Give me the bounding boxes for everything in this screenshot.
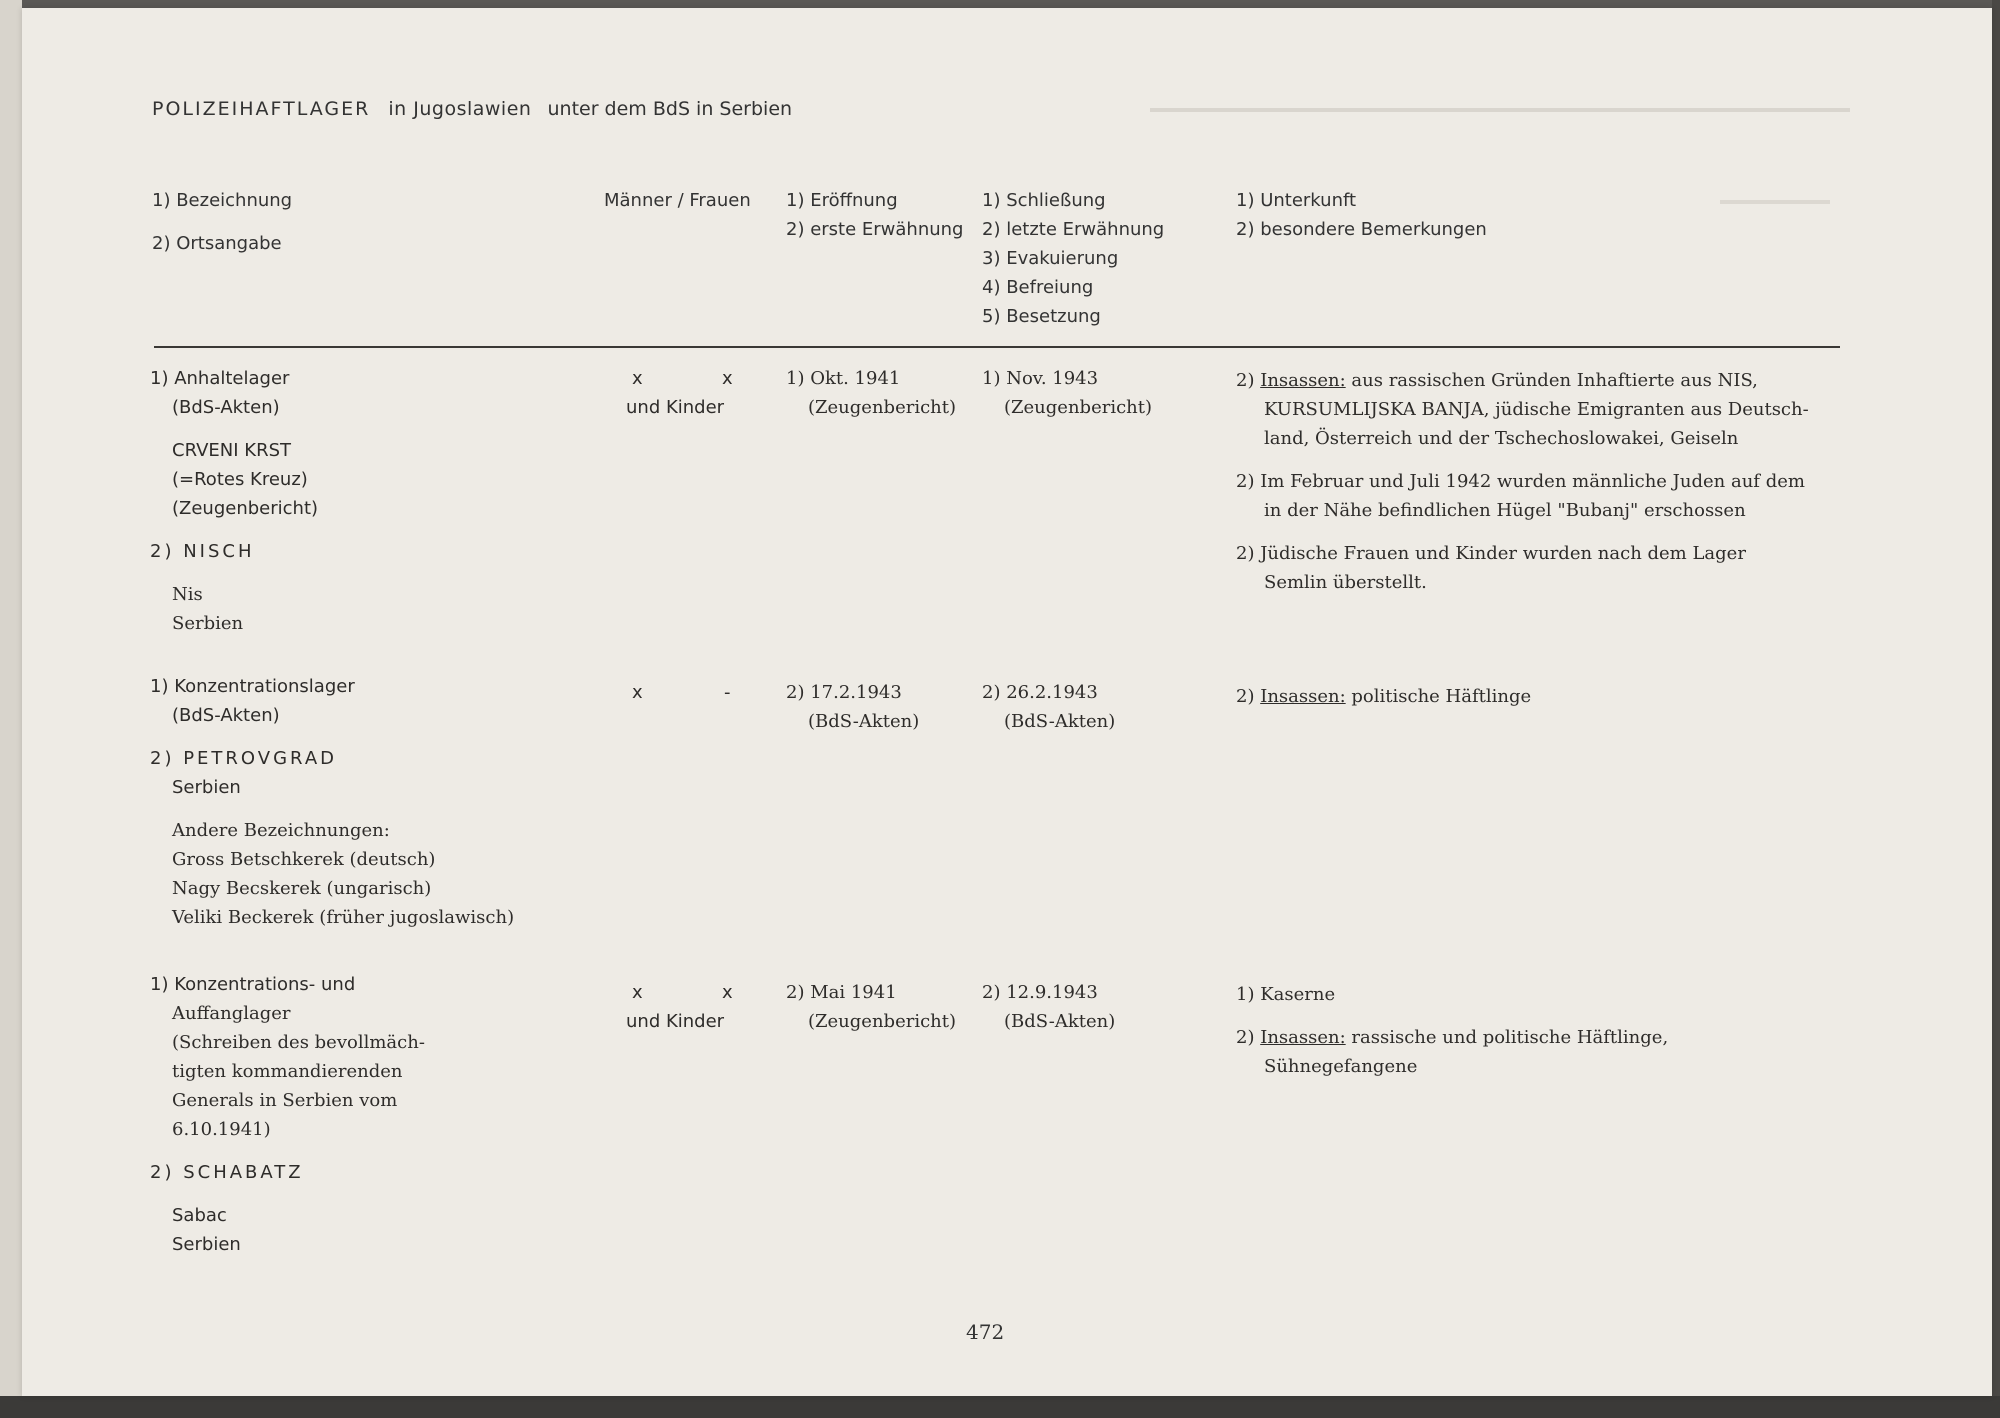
entry-other-names-title: Andere Bezeichnungen: bbox=[172, 820, 390, 841]
header-rule bbox=[154, 346, 1840, 348]
entry-open-line: 1) Okt. 1941 bbox=[786, 368, 901, 389]
remark-line: 2) Insassen: rassische und politische Häftlinge, bbox=[1236, 1027, 1669, 1048]
header-opening: 1) Eröffnung bbox=[786, 190, 898, 211]
header-location: 2) Ortsangabe bbox=[152, 233, 282, 254]
remark-line: 2) Im Februar und Juli 1942 wurden männliche Juden auf dem bbox=[1236, 471, 1805, 492]
page-number: 472 bbox=[966, 1320, 1005, 1344]
entry-1-men: x bbox=[632, 368, 643, 389]
entry-place-line: Serbien bbox=[172, 777, 241, 798]
scan-edge-bottom bbox=[0, 1396, 2000, 1418]
scan-edge-left bbox=[0, 0, 22, 1418]
entry-1-designation bbox=[150, 364, 318, 638]
entry-open-line: (BdS-Akten) bbox=[808, 711, 920, 732]
header-col-gender bbox=[604, 186, 751, 215]
entry-place-line: Nis bbox=[172, 584, 203, 605]
remark-line: KURSUMLIJSKA BANJA, jüdische Emigranten aus Deutsch- bbox=[1264, 399, 1809, 420]
entry-open-line: (Zeugenbericht) bbox=[808, 1011, 957, 1032]
entry-name-line: Generals in Serbien vom bbox=[172, 1090, 398, 1111]
entry-name-line: 6.10.1941) bbox=[172, 1119, 271, 1140]
title-mid: in Jugoslawien bbox=[388, 98, 532, 120]
entry-3-women: x bbox=[722, 982, 733, 1003]
remark-line: 2) Insassen: aus rassischen Gründen Inhaftierte aus NIS, bbox=[1236, 370, 1758, 391]
entry-name-line: 1) Anhaltelager bbox=[150, 368, 290, 389]
entry-2-closing bbox=[982, 678, 1115, 736]
header-last-mention: 2) letzte Erwähnung bbox=[982, 219, 1165, 240]
remark-line: 1) Kaserne bbox=[1236, 984, 1336, 1005]
entry-close-line: (BdS-Akten) bbox=[1004, 711, 1116, 732]
entry-1-opening bbox=[786, 364, 956, 422]
bleed-through-mark bbox=[1150, 108, 1850, 112]
entry-place-label: 2) PETROVGRAD bbox=[150, 748, 337, 769]
entry-close-line: (BdS-Akten) bbox=[1004, 1011, 1116, 1032]
remark-line: 2) Jüdische Frauen und Kinder wurden nach dem Lager bbox=[1236, 543, 1746, 564]
entry-name-line: 1) Konzentrations- und bbox=[150, 974, 356, 995]
scan-edge-right bbox=[1992, 0, 2000, 1418]
entry-2-designation bbox=[150, 672, 514, 932]
entry-2-remarks bbox=[1236, 682, 1531, 711]
header-accommodation: 1) Unterkunft bbox=[1236, 190, 1357, 211]
scan-edge-top bbox=[0, 0, 2000, 8]
entry-open-line: 2) 17.2.1943 bbox=[786, 682, 902, 703]
entry-2-women: - bbox=[724, 682, 731, 703]
entry-place-line: Serbien bbox=[172, 613, 244, 634]
entry-3-designation bbox=[150, 970, 425, 1259]
entry-name-line: (Schreiben des bevollmäch- bbox=[172, 1032, 425, 1053]
entry-other-name: Gross Betschkerek (deutsch) bbox=[172, 849, 436, 870]
entry-name-line: (BdS-Akten) bbox=[172, 397, 280, 418]
header-liberation: 4) Befreiung bbox=[982, 277, 1094, 298]
page-title bbox=[152, 98, 792, 120]
entry-name-line: 1) Konzentrationslager bbox=[150, 676, 355, 697]
title-sub: unter dem BdS in Serbien bbox=[547, 98, 793, 120]
header-remarks: 2) besondere Bemerkungen bbox=[1236, 219, 1487, 240]
entry-name-line: tigten kommandierenden bbox=[172, 1061, 403, 1082]
entry-open-line: 2) Mai 1941 bbox=[786, 982, 897, 1003]
remark-line: in der Nähe befindlichen Hügel "Bubanj" erschossen bbox=[1264, 500, 1746, 521]
entry-close-line: (Zeugenbericht) bbox=[1004, 397, 1153, 418]
header-col-opening bbox=[786, 186, 964, 244]
header-col-closing bbox=[982, 186, 1164, 331]
remark-line: Sühnegefangene bbox=[1264, 1056, 1418, 1077]
entry-alt-line: CRVENI KRST bbox=[172, 440, 292, 461]
header-closing: 1) Schließung bbox=[982, 190, 1106, 211]
entry-3-remarks bbox=[1236, 980, 1668, 1081]
entry-other-name: Veliki Beckerek (früher jugoslawisch) bbox=[172, 907, 515, 928]
entry-name-line: (BdS-Akten) bbox=[172, 705, 280, 726]
entry-close-line: 1) Nov. 1943 bbox=[982, 368, 1099, 389]
entry-1-children-note: und Kinder bbox=[626, 397, 725, 418]
entry-3-children-note: und Kinder bbox=[626, 1011, 725, 1032]
entry-3-opening bbox=[786, 978, 956, 1036]
header-evacuation: 3) Evakuierung bbox=[982, 248, 1119, 269]
header-col-remarks bbox=[1236, 186, 1487, 244]
bleed-through-mark bbox=[1720, 200, 1830, 204]
entry-name-line: Auffanglager bbox=[172, 1003, 291, 1024]
entry-place-line: Serbien bbox=[172, 1234, 241, 1255]
entry-1-remarks bbox=[1236, 366, 1809, 597]
header-men-women: Männer / Frauen bbox=[604, 190, 751, 211]
title-main: POLIZEIHAFTLAGER bbox=[152, 98, 371, 120]
entry-other-name: Nagy Becskerek (ungarisch) bbox=[172, 878, 432, 899]
entry-3-closing bbox=[982, 978, 1115, 1036]
entry-alt-line: (=Rotes Kreuz) bbox=[172, 469, 308, 490]
header-col-designation bbox=[152, 186, 292, 258]
entry-3-men: x bbox=[632, 982, 643, 1003]
entry-place-line: Sabac bbox=[172, 1205, 227, 1226]
entry-1-closing bbox=[982, 364, 1152, 422]
entry-place-label: 2) SCHABATZ bbox=[150, 1162, 304, 1183]
header-first-mention: 2) erste Erwähnung bbox=[786, 219, 964, 240]
entry-2-opening bbox=[786, 678, 919, 736]
header-designation: 1) Bezeichnung bbox=[152, 190, 293, 211]
entry-close-line: 2) 12.9.1943 bbox=[982, 982, 1098, 1003]
entry-2-men: x bbox=[632, 682, 643, 703]
entry-close-line: 2) 26.2.1943 bbox=[982, 682, 1098, 703]
entry-1-women: x bbox=[722, 368, 733, 389]
entry-open-line: (Zeugenbericht) bbox=[808, 397, 957, 418]
header-occupation: 5) Besetzung bbox=[982, 306, 1101, 327]
entry-alt-line: (Zeugenbericht) bbox=[172, 498, 319, 519]
entry-place-label: 2) NISCH bbox=[150, 541, 255, 562]
remark-line: 2) Insassen: politische Häftlinge bbox=[1236, 686, 1532, 707]
remark-line: land, Österreich und der Tschechoslowakei, Geiseln bbox=[1264, 428, 1739, 449]
remark-line: Semlin überstellt. bbox=[1264, 572, 1427, 593]
